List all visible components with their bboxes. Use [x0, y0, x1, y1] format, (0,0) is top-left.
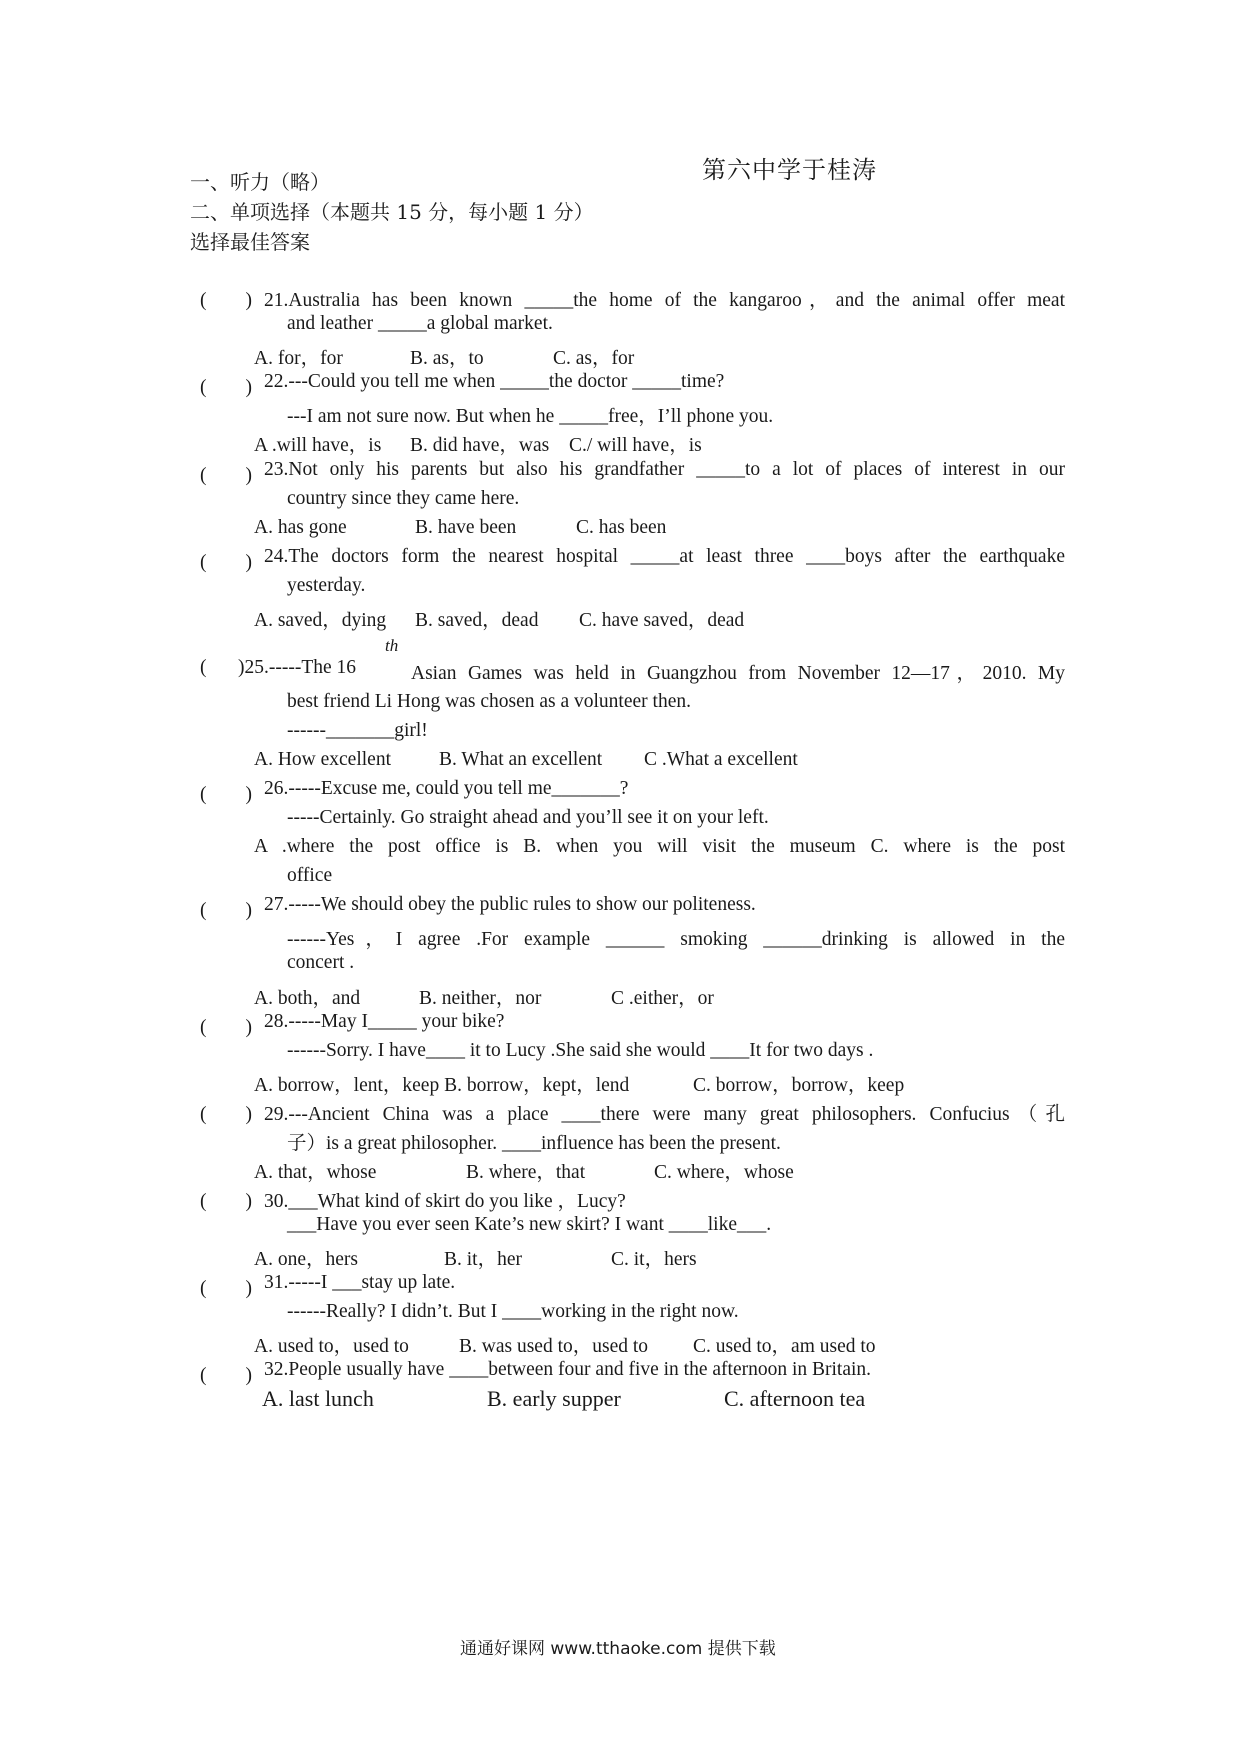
option-b: B. as，to: [410, 348, 484, 369]
answer-blank: ( ): [200, 377, 252, 398]
option-a: A .will have，is: [254, 435, 382, 456]
question-stem-cont: -----Certainly. Go straight ahead and you’ll see it on your left.: [287, 807, 769, 828]
answer-blank: ( ): [200, 900, 252, 921]
option-c: C./ will have，is: [569, 435, 702, 456]
question-stem-a: )25.-----The 16: [238, 657, 357, 678]
option-row: [254, 604, 744, 632]
question-stem-cont: ------Yes，I agree .For example ______ smoking ______drinking is allowed in the: [287, 929, 1065, 950]
option-row: [254, 1330, 876, 1358]
option-b: B. where，that: [466, 1162, 586, 1183]
author-line: 第六中学于桂涛: [702, 156, 877, 184]
option-row: [254, 1069, 904, 1097]
answer-blank: ( ): [200, 465, 252, 486]
option-a-b: A. borrow，lent，keep B. borrow，kept，lend: [254, 1075, 630, 1096]
answer-blank: ( ): [200, 290, 252, 311]
question-stem-cont: country since they came here.: [287, 488, 520, 509]
option-b: B. was used to，used to: [459, 1336, 649, 1357]
ordinal-superscript: th: [385, 636, 399, 655]
option-row: [254, 1243, 697, 1271]
question-stem: 24.The doctors form the nearest hospital _____at least three ____boys after the earthquake: [264, 546, 1065, 567]
question-stem-cont: and leather _____a global market.: [287, 313, 553, 334]
option-c: C. as，for: [553, 348, 635, 369]
question-stem: 27.-----We should obey the public rules to show our politeness.: [264, 894, 756, 915]
option-row: [254, 749, 798, 771]
option-b: B. neither，nor: [419, 988, 542, 1009]
footer-credit: 通通好课网 www.tthaoke.com 提供下载: [460, 1639, 776, 1659]
option-row-cont: office: [287, 865, 333, 886]
answer-blank: ( ): [200, 552, 252, 573]
option-c: C .What a excellent: [644, 749, 798, 770]
option-row: [254, 429, 702, 457]
question-stem-cont: ___Have you ever seen Kate’s new skirt? I want ____like___.: [287, 1214, 772, 1235]
answer-blank: ( ): [200, 1191, 252, 1212]
question-stem: 31.-----I ___stay up late.: [264, 1272, 456, 1293]
answer-blank: ( ): [200, 784, 252, 805]
option-row: A .where the post office is B. when you will visit the museum C. where is the post: [254, 836, 1065, 857]
option-row: [254, 517, 666, 539]
option-c: C. borrow，borrow，keep: [693, 1075, 905, 1096]
answer-blank: ( ): [200, 1365, 252, 1386]
answer-blank: (: [200, 657, 207, 678]
option-row: [254, 1156, 794, 1184]
option-c: C. afternoon tea: [724, 1386, 866, 1411]
question-stem-b: Asian Games was held in Guangzhou from November 12—17，2010. My: [411, 663, 1065, 684]
option-c: C. have saved，dead: [579, 610, 745, 631]
option-c: C .either，or: [611, 988, 714, 1009]
option-a: A. used to，used to: [254, 1336, 409, 1357]
question-stem: 23.Not only his parents but also his grandfather _____to a lot of places of interest in our: [264, 459, 1065, 480]
answer-blank: ( ): [200, 1278, 252, 1299]
question-stem-cont-2: concert .: [287, 952, 355, 973]
question-stem-cont: 子）is a great philosopher. ____influence has been the present.: [287, 1133, 781, 1154]
question-stem-cont: ------Really? I didn’t. But I ____working in the right now.: [287, 1301, 739, 1322]
option-a: A. both，and: [254, 988, 361, 1009]
option-b: B. have been: [415, 517, 517, 538]
option-row: [254, 342, 634, 370]
question-stem: 32.People usually have ____between four and five in the afternoon in Britain.: [264, 1359, 872, 1380]
section-instruction: 选择最佳答案: [190, 230, 310, 254]
option-b: B. What an excellent: [439, 749, 603, 770]
option-row: [254, 982, 714, 1010]
option-a: A. for，for: [254, 348, 343, 369]
option-a: A. has gone: [254, 517, 347, 538]
option-b: B. early supper: [487, 1386, 621, 1411]
option-row: [262, 1386, 865, 1412]
question-stem: 30.___What kind of skirt do you like ，Lucy?: [264, 1191, 626, 1212]
option-a: A. saved，dying: [254, 610, 387, 631]
option-b: B. it，her: [444, 1249, 522, 1270]
option-a: A. How excellent: [254, 749, 391, 770]
question-stem-cont: best friend Li Hong was chosen as a volunteer then.: [287, 691, 691, 712]
question-stem: 28.-----May I_____ your bike?: [264, 1011, 505, 1032]
question-stem: 22.---Could you tell me when _____the doctor _____time?: [264, 371, 725, 392]
option-c: C. has been: [576, 517, 667, 538]
question-stem: 29.---Ancient China was a place ____there were many great philosophers. Confucius（孔: [264, 1104, 1065, 1125]
question-stem-cont: ---I am not sure now. But when he _____free，I’ll phone you.: [287, 406, 774, 427]
option-c: C. it，hers: [611, 1249, 697, 1270]
answer-blank: ( ): [200, 1017, 252, 1038]
question-stem: 26.-----Excuse me, could you tell me_______?: [264, 778, 629, 799]
question-stem: 21.Australia has been known _____the home of the kangaroo，and the animal offer meat: [264, 290, 1065, 311]
question-stem-cont: yesterday.: [287, 575, 366, 596]
question-stem-cont: ------Sorry. I have____ it to Lucy .She said she would ____It for two days .: [287, 1040, 874, 1061]
option-b: B. did have，was: [410, 435, 550, 456]
option-a: A. last lunch: [262, 1386, 374, 1411]
section-listening: 一、听力（略）: [190, 170, 330, 194]
option-a: A. that，whose: [254, 1162, 377, 1183]
option-b: B. saved，dead: [415, 610, 539, 631]
option-c: C. used to，am used to: [693, 1336, 876, 1357]
answer-blank: ( ): [200, 1104, 252, 1125]
option-c: C. where，whose: [654, 1162, 794, 1183]
option-a: A. one，hers: [254, 1249, 358, 1270]
section-single-choice: 二、单项选择（本题共 15 分，每小题 1 分）: [190, 200, 594, 224]
question-stem-cont-2: ------_______girl!: [287, 720, 428, 741]
